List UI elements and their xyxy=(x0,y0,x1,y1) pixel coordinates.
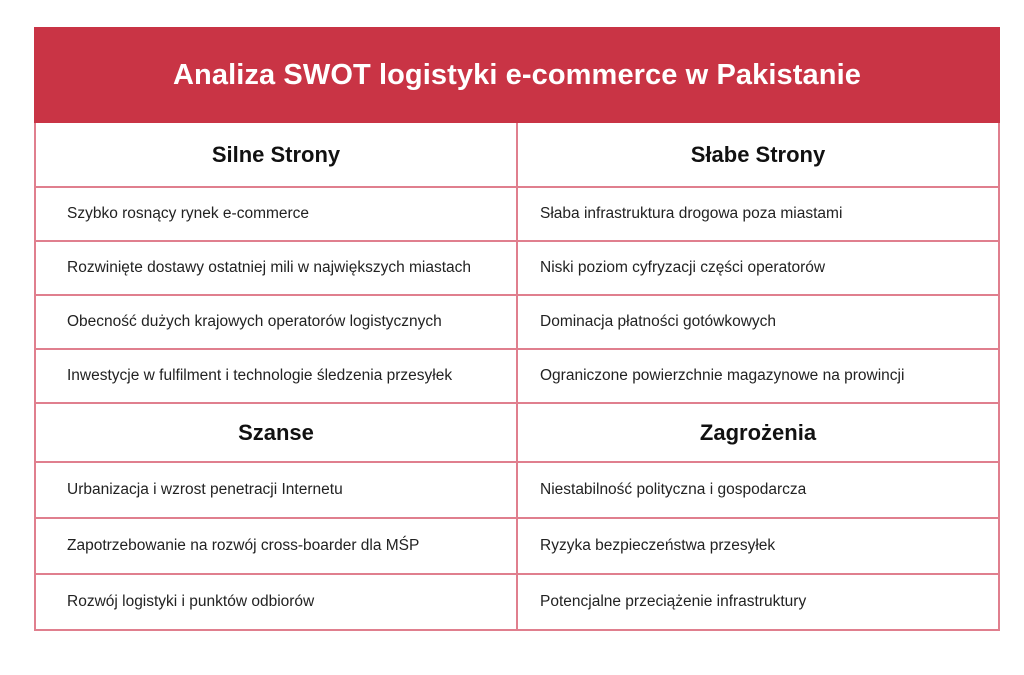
opportunity-item: Zapotrzebowanie na rozwój cross-boarder dla MŚP xyxy=(35,518,517,574)
weaknesses-heading: Słabe Strony xyxy=(517,123,999,187)
table-row xyxy=(35,574,999,630)
opportunities-heading: Szanse xyxy=(35,403,517,462)
weakness-item: Niski poziom cyfryzacji części operatorów xyxy=(517,241,999,295)
table-row xyxy=(35,295,999,349)
threat-item: Niestabilność polityczna i gospodarcza xyxy=(517,462,999,518)
strength-item: Obecność dużych krajowych operatorów logistycznych xyxy=(35,295,517,349)
opportunity-item: Rozwój logistyki i punktów odbiorów xyxy=(35,574,517,630)
weakness-item: Słaba infrastruktura drogowa poza miastami xyxy=(517,187,999,241)
weakness-item: Dominacja płatności gotówkowych xyxy=(517,295,999,349)
strength-item: Inwestycje w fulfilment i technologie śledzenia przesyłek xyxy=(35,349,517,403)
table-row xyxy=(35,187,999,241)
weakness-item: Ograniczone powierzchnie magazynowe na prowincji xyxy=(517,349,999,403)
section-header-row xyxy=(35,123,999,187)
table-row xyxy=(35,518,999,574)
table-row xyxy=(35,462,999,518)
threat-item: Potencjalne przeciążenie infrastruktury xyxy=(517,574,999,630)
threat-item: Ryzyka bezpieczeństwa przesyłek xyxy=(517,518,999,574)
table-row xyxy=(35,349,999,403)
threats-heading: Zagrożenia xyxy=(517,403,999,462)
opportunity-item: Urbanizacja i wzrost penetracji Internetu xyxy=(35,462,517,518)
swot-table xyxy=(34,27,1000,631)
swot-title: Analiza SWOT logistyki e-commerce w Pakistanie xyxy=(34,27,1000,123)
strength-item: Rozwinięte dostawy ostatniej mili w największych miastach xyxy=(35,241,517,295)
swot-grid xyxy=(34,123,1000,631)
section-header-row xyxy=(35,403,999,462)
strength-item: Szybko rosnący rynek e-commerce xyxy=(35,187,517,241)
strengths-heading: Silne Strony xyxy=(35,123,517,187)
table-row xyxy=(35,241,999,295)
